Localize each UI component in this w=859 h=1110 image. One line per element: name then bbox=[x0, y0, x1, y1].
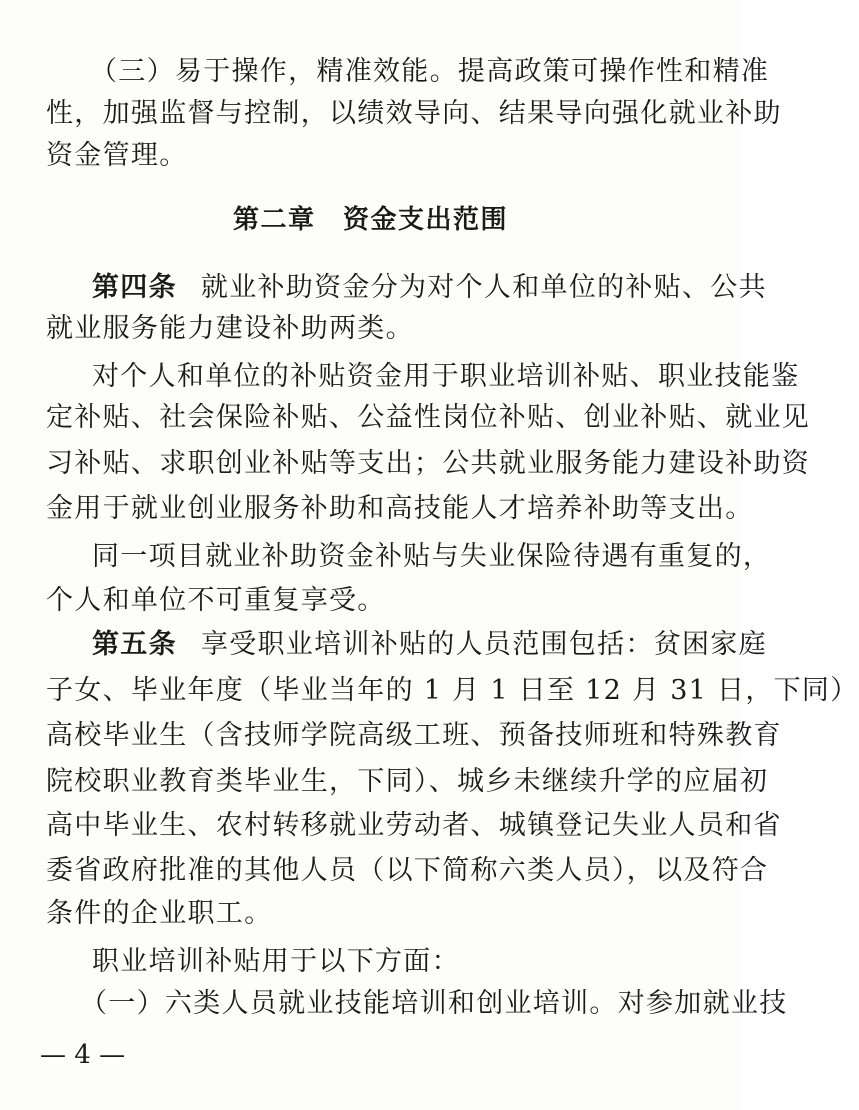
paragraph-3-line-2: 性，加强监督与控制，以绩效导向、结果导向强化就业补助 bbox=[46, 98, 782, 129]
article-4-line: 同一项目就业补助资金补贴与失业保险待遇有重复的， bbox=[92, 541, 772, 572]
article-4-label: 第四条 bbox=[92, 272, 177, 303]
paragraph-3-line-1: （三）易于操作，精准效能。提高政策可操作性和精准 bbox=[90, 56, 770, 87]
article-5-first-line bbox=[0, 625, 833, 665]
article-4-line: 就业服务能力建设补助两类。 bbox=[46, 313, 414, 344]
article-4-line: 对个人和单位的补贴资金用于职业培训补贴、职业技能鉴 bbox=[92, 361, 800, 392]
article-5-line: 条件的企业职工。 bbox=[46, 898, 273, 929]
page-number: — 4 — bbox=[40, 1040, 126, 1070]
article-4-line: 金用于就业创业服务补助和高技能人才培养补助等支出。 bbox=[46, 493, 754, 524]
article-5-line: 委省政府批准的其他人员（以下简称六类人员），以及符合 bbox=[46, 855, 769, 886]
article-4-line: 习补贴、求职创业补贴等支出；公共就业服务能力建设补助资 bbox=[46, 448, 811, 479]
article-4-line: 个人和单位不可重复享受。 bbox=[46, 585, 386, 616]
article-5-line: （一）六类人员就业技能培训和创业培训。对参加就业技 bbox=[80, 988, 788, 1019]
article-4-line: 定补贴、社会保险补贴、公益性岗位补贴、创业补贴、就业见 bbox=[46, 402, 811, 433]
article-4-first-line bbox=[0, 268, 833, 308]
article-4-first-line-text: 就业补助资金分为对个人和单位的补贴、公共 bbox=[200, 272, 767, 303]
article-5-line: 高中毕业生、农村转移就业劳动者、城镇登记失业人员和省 bbox=[46, 810, 782, 841]
article-5-label: 第五条 bbox=[92, 629, 177, 660]
article-5-line: 职业培训补贴用于以下方面： bbox=[92, 946, 460, 977]
chapter-title: 第二章 资金支出范围 bbox=[232, 205, 508, 235]
article-5-line: 院校职业教育类毕业生，下同）、城乡未继续升学的应届初 bbox=[46, 766, 769, 797]
article-5-line: 子女、毕业年度（毕业当年的 1 月 1 日至 12 月 31 日，下同） bbox=[46, 675, 859, 706]
article-5-line: 高校毕业生（含技师学院高级工班、预备技师班和特殊教育 bbox=[46, 720, 782, 751]
article-5-first-line-text: 享受职业培训补贴的人员范围包括：贫困家庭 bbox=[200, 629, 767, 660]
paragraph-3-line-3: 资金管理。 bbox=[46, 140, 188, 171]
